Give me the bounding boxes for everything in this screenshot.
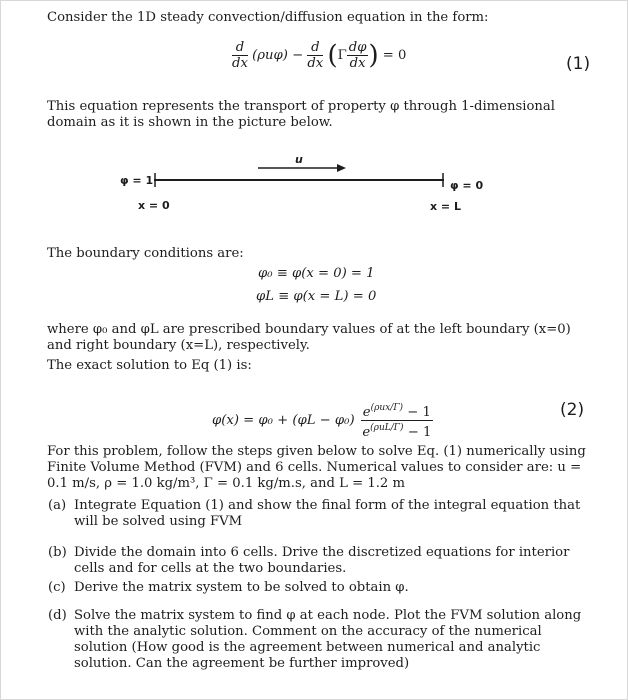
problem-text: For this problem, follow the steps given below to solve Eq. (1) numerically using Finite Volume Method (FVM) and 6 cells. Numerical values to consider are: u = 0.1 m/s, ρ = 1.0 kg/m³, Γ = 0.1 kg/m.s, and L = 1.2 m (47, 444, 586, 491)
equation-2 (212, 401, 433, 440)
eq2-lhs: φ(x) = φ₀ + (φL − φ₀) (212, 413, 355, 428)
eq2-fraction: $\frac{e^{(\rho ux/\Gamma)} - 1}{e^{(\rho uL/\Gamma)} - 1}$ (362, 403, 432, 440)
eq1-minus: − (292, 48, 304, 63)
eq2-number: (2) (560, 400, 585, 420)
right-boundary-position: x = L (430, 200, 461, 213)
eq1-derivative-2: $\frac{d}{dx}$ (307, 40, 324, 71)
part-d: (d) Solve the matrix system to find φ at each node. Plot the FVM solution along with the analytic solution. Comment on the accuracy of the numerical solution (How good is the agreement between numerical and analytic solution. Can the agreement be further improved) (48, 608, 582, 671)
part-a: (a) Integrate Equation (1) and show the final form of the integral equation that will be solved using FVM (48, 498, 581, 529)
velocity-arrowhead (337, 164, 346, 172)
domain-diagram (0, 150, 628, 220)
eq1-rhs: = 0 (382, 48, 407, 63)
eq1-convective-term: (ρuφ) (252, 48, 288, 63)
eq1-derivative-1: $\frac{d}{dx}$ (232, 40, 248, 71)
description-text: This equation represents the transport of property φ through 1-dimensional domain as it is shown in the picture below. (47, 99, 555, 130)
right-boundary-value: φ = 0 (450, 179, 484, 192)
left-boundary-value: φ = 1 (120, 174, 154, 187)
eq1-number: (1) (566, 54, 591, 74)
velocity-label: u (295, 153, 303, 166)
part-c: (c) Derive the matrix system to be solved to obtain φ. (48, 580, 409, 595)
bc-right: φL ≡ φ(x = L) = 0 (256, 289, 377, 304)
bc-intro: The boundary conditions are: (47, 246, 244, 261)
eq1-derivative-phi: $\frac{d\varphi}{dx}$ (348, 40, 367, 71)
eq1-gamma: Γ (337, 48, 347, 63)
where-text: where φ₀ and φL are prescribed boundary values of at the left boundary (x=0) and right boundary (x=L), respectively. (47, 322, 571, 353)
part-b: (b) Divide the domain into 6 cells. Drive the discretized equations for interior cells and for cells at the two boundaries. (48, 545, 570, 576)
bc-left: φ₀ ≡ φ(x = 0) = 1 (258, 266, 375, 281)
exact-intro: The exact solution to Eq (1) is: (47, 358, 252, 373)
equation-1: $\frac{d}{dx}$ (ρuφ) − $\frac{d}{dx}$ (Γ $\frac{d\varphi}{dx}$ ) = 0 (232, 40, 407, 71)
intro-text: Consider the 1D steady convection/diffusion equation in the form: (47, 10, 489, 25)
left-boundary-position: x = 0 (138, 199, 170, 212)
